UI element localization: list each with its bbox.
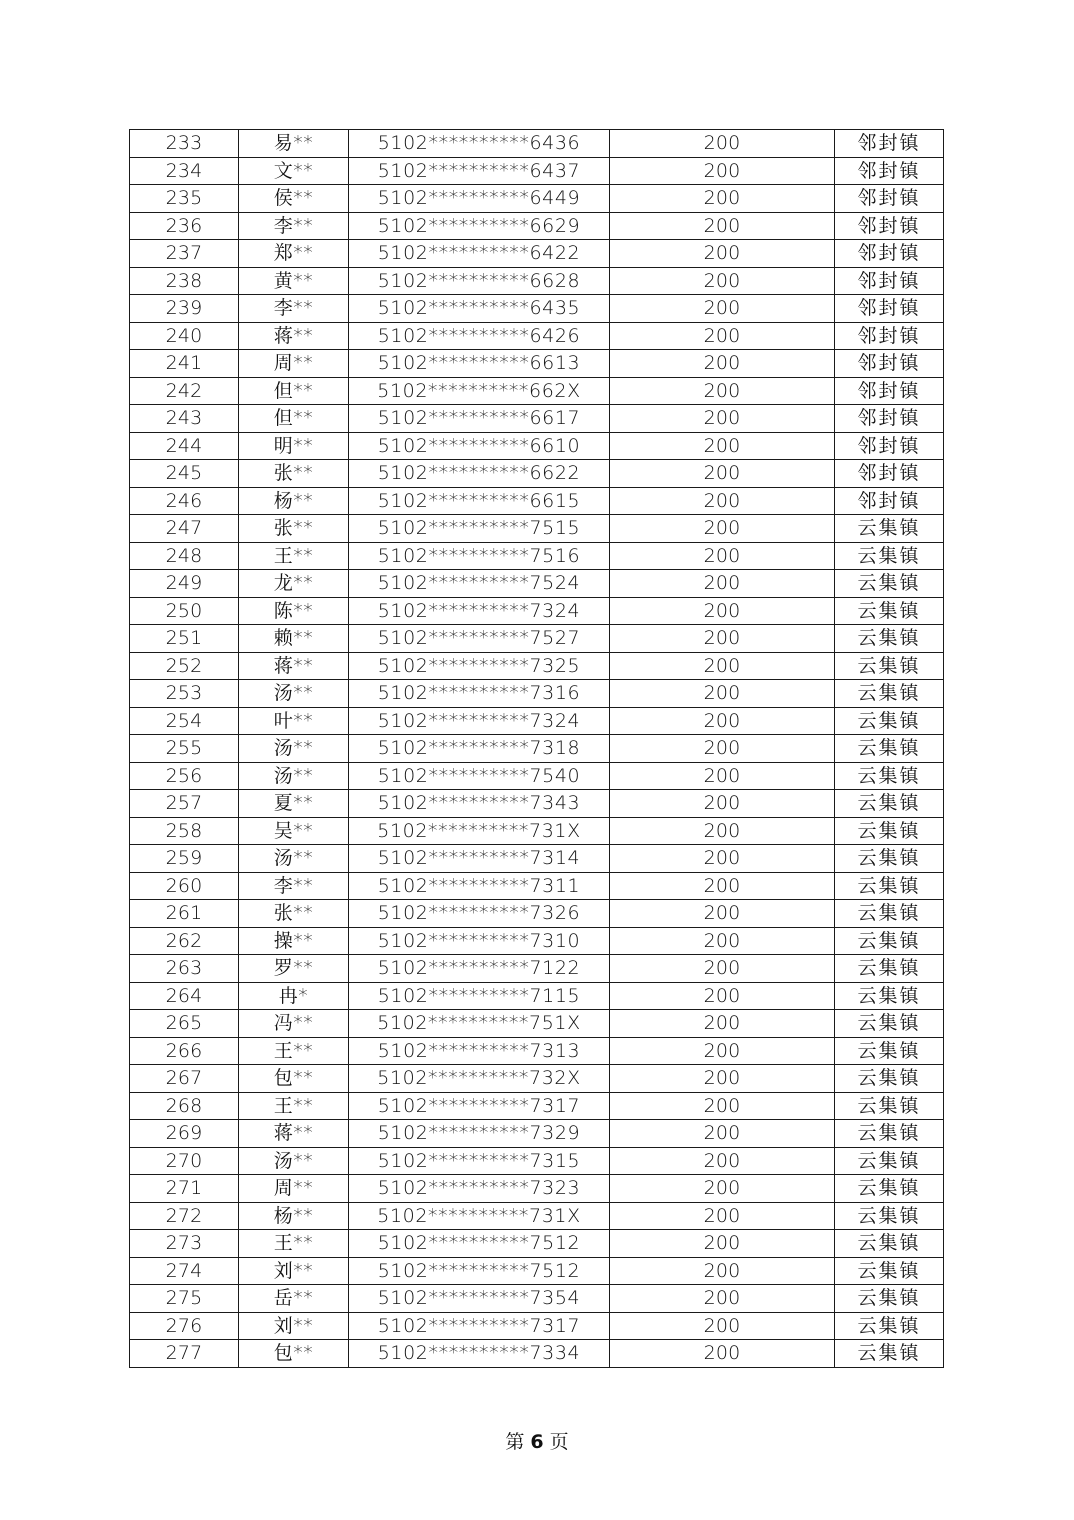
amount-cell: 200 (610, 652, 835, 680)
amount-cell: 200 (610, 570, 835, 598)
amount-cell: 200 (610, 267, 835, 295)
id-number-cell: 5102**********7310 (349, 927, 610, 955)
row-index-cell: 247 (130, 515, 239, 543)
town-cell: 云集镇 (835, 1147, 944, 1175)
table-row (130, 295, 944, 323)
id-number-cell: 5102**********751X (349, 1010, 610, 1038)
name-cell: 赖** (239, 625, 349, 653)
id-number-cell: 5102**********6435 (349, 295, 610, 323)
table-body (130, 130, 944, 1368)
name-cell: 李** (239, 212, 349, 240)
table-row (130, 1120, 944, 1148)
table-row (130, 652, 944, 680)
id-number-cell: 5102**********7314 (349, 845, 610, 873)
row-index-cell: 257 (130, 790, 239, 818)
table-row (130, 597, 944, 625)
amount-cell: 200 (610, 817, 835, 845)
name-cell: 文** (239, 157, 349, 185)
town-cell: 云集镇 (835, 1312, 944, 1340)
name-cell: 张** (239, 460, 349, 488)
id-number-cell: 5102**********7115 (349, 982, 610, 1010)
name-cell: 陈** (239, 597, 349, 625)
town-cell: 云集镇 (835, 955, 944, 983)
town-cell: 云集镇 (835, 1257, 944, 1285)
table-row (130, 212, 944, 240)
town-cell: 邻封镇 (835, 157, 944, 185)
town-cell: 云集镇 (835, 900, 944, 928)
id-number-cell: 5102**********7354 (349, 1285, 610, 1313)
amount-cell: 200 (610, 1037, 835, 1065)
town-cell: 云集镇 (835, 1202, 944, 1230)
name-cell: 叶** (239, 707, 349, 735)
town-cell: 邻封镇 (835, 432, 944, 460)
amount-cell: 200 (610, 542, 835, 570)
row-index-cell: 273 (130, 1230, 239, 1258)
town-cell: 云集镇 (835, 1037, 944, 1065)
name-cell: 明** (239, 432, 349, 460)
town-cell: 云集镇 (835, 652, 944, 680)
amount-cell: 200 (610, 982, 835, 1010)
table-row (130, 1312, 944, 1340)
row-index-cell: 261 (130, 900, 239, 928)
row-index-cell: 240 (130, 322, 239, 350)
amount-cell: 200 (610, 735, 835, 763)
row-index-cell: 250 (130, 597, 239, 625)
id-number-cell: 5102**********7318 (349, 735, 610, 763)
amount-cell: 200 (610, 872, 835, 900)
beneficiary-table (129, 129, 944, 1368)
table-row (130, 377, 944, 405)
row-index-cell: 260 (130, 872, 239, 900)
id-number-cell: 5102**********7540 (349, 762, 610, 790)
town-cell: 云集镇 (835, 1120, 944, 1148)
row-index-cell: 234 (130, 157, 239, 185)
name-cell: 李** (239, 872, 349, 900)
row-index-cell: 242 (130, 377, 239, 405)
row-index-cell: 246 (130, 487, 239, 515)
row-index-cell: 270 (130, 1147, 239, 1175)
amount-cell: 200 (610, 1010, 835, 1038)
id-number-cell: 5102**********7313 (349, 1037, 610, 1065)
row-index-cell: 269 (130, 1120, 239, 1148)
town-cell: 邻封镇 (835, 350, 944, 378)
id-number-cell: 5102**********6610 (349, 432, 610, 460)
id-number-cell: 5102**********6615 (349, 487, 610, 515)
name-cell: 郑** (239, 240, 349, 268)
id-number-cell: 5102**********6437 (349, 157, 610, 185)
id-number-cell: 5102**********6422 (349, 240, 610, 268)
id-number-cell: 5102**********731X (349, 1202, 610, 1230)
name-cell: 但** (239, 405, 349, 433)
town-cell: 邻封镇 (835, 267, 944, 295)
row-index-cell: 233 (130, 130, 239, 158)
amount-cell: 200 (610, 1202, 835, 1230)
amount-cell: 200 (610, 1340, 835, 1368)
name-cell: 黄** (239, 267, 349, 295)
name-cell: 吴** (239, 817, 349, 845)
amount-cell: 200 (610, 1065, 835, 1093)
table-row (130, 707, 944, 735)
row-index-cell: 243 (130, 405, 239, 433)
table-row (130, 350, 944, 378)
name-cell: 刘** (239, 1257, 349, 1285)
row-index-cell: 272 (130, 1202, 239, 1230)
row-index-cell: 235 (130, 185, 239, 213)
row-index-cell: 254 (130, 707, 239, 735)
id-number-cell: 5102**********7122 (349, 955, 610, 983)
id-number-cell: 5102**********7326 (349, 900, 610, 928)
table-row (130, 1092, 944, 1120)
id-number-cell: 5102**********6436 (349, 130, 610, 158)
town-cell: 云集镇 (835, 735, 944, 763)
table-row (130, 1065, 944, 1093)
amount-cell: 200 (610, 460, 835, 488)
id-number-cell: 5102**********732X (349, 1065, 610, 1093)
name-cell: 张** (239, 900, 349, 928)
amount-cell: 200 (610, 1120, 835, 1148)
name-cell: 但** (239, 377, 349, 405)
row-index-cell: 236 (130, 212, 239, 240)
row-index-cell: 244 (130, 432, 239, 460)
page-footer (0, 1427, 1074, 1454)
row-index-cell: 274 (130, 1257, 239, 1285)
table-row (130, 735, 944, 763)
id-number-cell: 5102**********7329 (349, 1120, 610, 1148)
town-cell: 邻封镇 (835, 295, 944, 323)
name-cell: 冉* (239, 982, 349, 1010)
name-cell: 王** (239, 1092, 349, 1120)
id-number-cell: 5102**********7343 (349, 790, 610, 818)
id-number-cell: 5102**********662X (349, 377, 610, 405)
name-cell: 易** (239, 130, 349, 158)
name-cell: 蒋** (239, 322, 349, 350)
row-index-cell: 237 (130, 240, 239, 268)
table-row (130, 872, 944, 900)
table-row (130, 790, 944, 818)
town-cell: 邻封镇 (835, 130, 944, 158)
table-row (130, 130, 944, 158)
id-number-cell: 5102**********6613 (349, 350, 610, 378)
amount-cell: 200 (610, 955, 835, 983)
name-cell: 夏** (239, 790, 349, 818)
id-number-cell: 5102**********7324 (349, 597, 610, 625)
row-index-cell: 238 (130, 267, 239, 295)
id-number-cell: 5102**********7516 (349, 542, 610, 570)
name-cell: 操** (239, 927, 349, 955)
amount-cell: 200 (610, 322, 835, 350)
name-cell: 李** (239, 295, 349, 323)
town-cell: 云集镇 (835, 845, 944, 873)
town-cell: 邻封镇 (835, 487, 944, 515)
amount-cell: 200 (610, 1147, 835, 1175)
name-cell: 汤** (239, 1147, 349, 1175)
table-row (130, 487, 944, 515)
name-cell: 王** (239, 542, 349, 570)
amount-cell: 200 (610, 1230, 835, 1258)
page-suffix: 页 (549, 1431, 569, 1453)
amount-cell: 200 (610, 487, 835, 515)
id-number-cell: 5102**********6628 (349, 267, 610, 295)
name-cell: 冯** (239, 1010, 349, 1038)
amount-cell: 200 (610, 680, 835, 708)
id-number-cell: 5102**********6449 (349, 185, 610, 213)
table-row (130, 322, 944, 350)
town-cell: 邻封镇 (835, 240, 944, 268)
row-index-cell: 266 (130, 1037, 239, 1065)
id-number-cell: 5102**********7512 (349, 1257, 610, 1285)
amount-cell: 200 (610, 1175, 835, 1203)
table-row (130, 1230, 944, 1258)
name-cell: 刘** (239, 1312, 349, 1340)
id-number-cell: 5102**********6426 (349, 322, 610, 350)
town-cell: 云集镇 (835, 680, 944, 708)
town-cell: 云集镇 (835, 872, 944, 900)
row-index-cell: 265 (130, 1010, 239, 1038)
town-cell: 邻封镇 (835, 185, 944, 213)
table-row (130, 157, 944, 185)
name-cell: 周** (239, 350, 349, 378)
row-index-cell: 241 (130, 350, 239, 378)
amount-cell: 200 (610, 790, 835, 818)
row-index-cell: 276 (130, 1312, 239, 1340)
table-row (130, 1147, 944, 1175)
id-number-cell: 5102**********7311 (349, 872, 610, 900)
row-index-cell: 275 (130, 1285, 239, 1313)
id-number-cell: 5102**********7524 (349, 570, 610, 598)
row-index-cell: 268 (130, 1092, 239, 1120)
id-number-cell: 5102**********7527 (349, 625, 610, 653)
table-row (130, 240, 944, 268)
amount-cell: 200 (610, 377, 835, 405)
row-index-cell: 249 (130, 570, 239, 598)
table-row (130, 570, 944, 598)
name-cell: 汤** (239, 762, 349, 790)
row-index-cell: 239 (130, 295, 239, 323)
row-index-cell: 253 (130, 680, 239, 708)
table-row (130, 1037, 944, 1065)
row-index-cell: 271 (130, 1175, 239, 1203)
name-cell: 蒋** (239, 652, 349, 680)
town-cell: 云集镇 (835, 625, 944, 653)
table-row (130, 267, 944, 295)
id-number-cell: 5102**********6622 (349, 460, 610, 488)
table-row (130, 515, 944, 543)
town-cell: 云集镇 (835, 927, 944, 955)
town-cell: 云集镇 (835, 982, 944, 1010)
row-index-cell: 259 (130, 845, 239, 873)
table-row (130, 845, 944, 873)
row-index-cell: 255 (130, 735, 239, 763)
amount-cell: 200 (610, 625, 835, 653)
amount-cell: 200 (610, 185, 835, 213)
amount-cell: 200 (610, 515, 835, 543)
row-index-cell: 256 (130, 762, 239, 790)
town-cell: 邻封镇 (835, 377, 944, 405)
town-cell: 邻封镇 (835, 460, 944, 488)
name-cell: 包** (239, 1065, 349, 1093)
name-cell: 岳** (239, 1285, 349, 1313)
table-row (130, 1175, 944, 1203)
amount-cell: 200 (610, 240, 835, 268)
name-cell: 侯** (239, 185, 349, 213)
table-row (130, 405, 944, 433)
name-cell: 龙** (239, 570, 349, 598)
amount-cell: 200 (610, 1312, 835, 1340)
table-row (130, 680, 944, 708)
town-cell: 云集镇 (835, 762, 944, 790)
table-row (130, 625, 944, 653)
town-cell: 云集镇 (835, 515, 944, 543)
name-cell: 蒋** (239, 1120, 349, 1148)
table-row (130, 817, 944, 845)
name-cell: 王** (239, 1230, 349, 1258)
row-index-cell: 258 (130, 817, 239, 845)
id-number-cell: 5102**********6617 (349, 405, 610, 433)
name-cell: 罗** (239, 955, 349, 983)
amount-cell: 200 (610, 1257, 835, 1285)
amount-cell: 200 (610, 1092, 835, 1120)
table-row (130, 982, 944, 1010)
town-cell: 邻封镇 (835, 405, 944, 433)
id-number-cell: 5102**********7323 (349, 1175, 610, 1203)
town-cell: 云集镇 (835, 1010, 944, 1038)
id-number-cell: 5102**********7512 (349, 1230, 610, 1258)
name-cell: 汤** (239, 680, 349, 708)
amount-cell: 200 (610, 295, 835, 323)
town-cell: 云集镇 (835, 1230, 944, 1258)
name-cell: 杨** (239, 1202, 349, 1230)
id-number-cell: 5102**********6629 (349, 212, 610, 240)
town-cell: 邻封镇 (835, 212, 944, 240)
table-row (130, 542, 944, 570)
town-cell: 云集镇 (835, 1065, 944, 1093)
town-cell: 云集镇 (835, 817, 944, 845)
table-row (130, 1285, 944, 1313)
name-cell: 王** (239, 1037, 349, 1065)
row-index-cell: 245 (130, 460, 239, 488)
amount-cell: 200 (610, 130, 835, 158)
town-cell: 云集镇 (835, 570, 944, 598)
name-cell: 张** (239, 515, 349, 543)
row-index-cell: 263 (130, 955, 239, 983)
id-number-cell: 5102**********7317 (349, 1312, 610, 1340)
name-cell: 汤** (239, 735, 349, 763)
page-prefix: 第 (505, 1431, 525, 1453)
amount-cell: 200 (610, 157, 835, 185)
table-row (130, 1257, 944, 1285)
row-index-cell: 262 (130, 927, 239, 955)
table-row (130, 955, 944, 983)
table-row (130, 900, 944, 928)
amount-cell: 200 (610, 845, 835, 873)
table-row (130, 1010, 944, 1038)
name-cell: 包** (239, 1340, 349, 1368)
id-number-cell: 5102**********7324 (349, 707, 610, 735)
row-index-cell: 252 (130, 652, 239, 680)
page-number: 6 (530, 1431, 544, 1453)
town-cell: 云集镇 (835, 1092, 944, 1120)
id-number-cell: 5102**********7316 (349, 680, 610, 708)
row-index-cell: 248 (130, 542, 239, 570)
row-index-cell: 277 (130, 1340, 239, 1368)
town-cell: 邻封镇 (835, 322, 944, 350)
town-cell: 云集镇 (835, 707, 944, 735)
name-cell: 杨** (239, 487, 349, 515)
town-cell: 云集镇 (835, 1340, 944, 1368)
id-number-cell: 5102**********7325 (349, 652, 610, 680)
amount-cell: 200 (610, 900, 835, 928)
table-row (130, 927, 944, 955)
amount-cell: 200 (610, 212, 835, 240)
town-cell: 云集镇 (835, 597, 944, 625)
row-index-cell: 264 (130, 982, 239, 1010)
table-row (130, 1340, 944, 1368)
name-cell: 周** (239, 1175, 349, 1203)
id-number-cell: 5102**********7515 (349, 515, 610, 543)
table-row (130, 1202, 944, 1230)
amount-cell: 200 (610, 707, 835, 735)
town-cell: 云集镇 (835, 542, 944, 570)
table-row (130, 460, 944, 488)
name-cell: 汤** (239, 845, 349, 873)
amount-cell: 200 (610, 350, 835, 378)
amount-cell: 200 (610, 432, 835, 460)
table-row (130, 432, 944, 460)
town-cell: 云集镇 (835, 790, 944, 818)
amount-cell: 200 (610, 927, 835, 955)
amount-cell: 200 (610, 597, 835, 625)
town-cell: 云集镇 (835, 1175, 944, 1203)
row-index-cell: 251 (130, 625, 239, 653)
amount-cell: 200 (610, 762, 835, 790)
amount-cell: 200 (610, 1285, 835, 1313)
amount-cell: 200 (610, 405, 835, 433)
town-cell: 云集镇 (835, 1285, 944, 1313)
id-number-cell: 5102**********7317 (349, 1092, 610, 1120)
id-number-cell: 5102**********731X (349, 817, 610, 845)
id-number-cell: 5102**********7315 (349, 1147, 610, 1175)
table-row (130, 185, 944, 213)
id-number-cell: 5102**********7334 (349, 1340, 610, 1368)
table-row (130, 762, 944, 790)
row-index-cell: 267 (130, 1065, 239, 1093)
